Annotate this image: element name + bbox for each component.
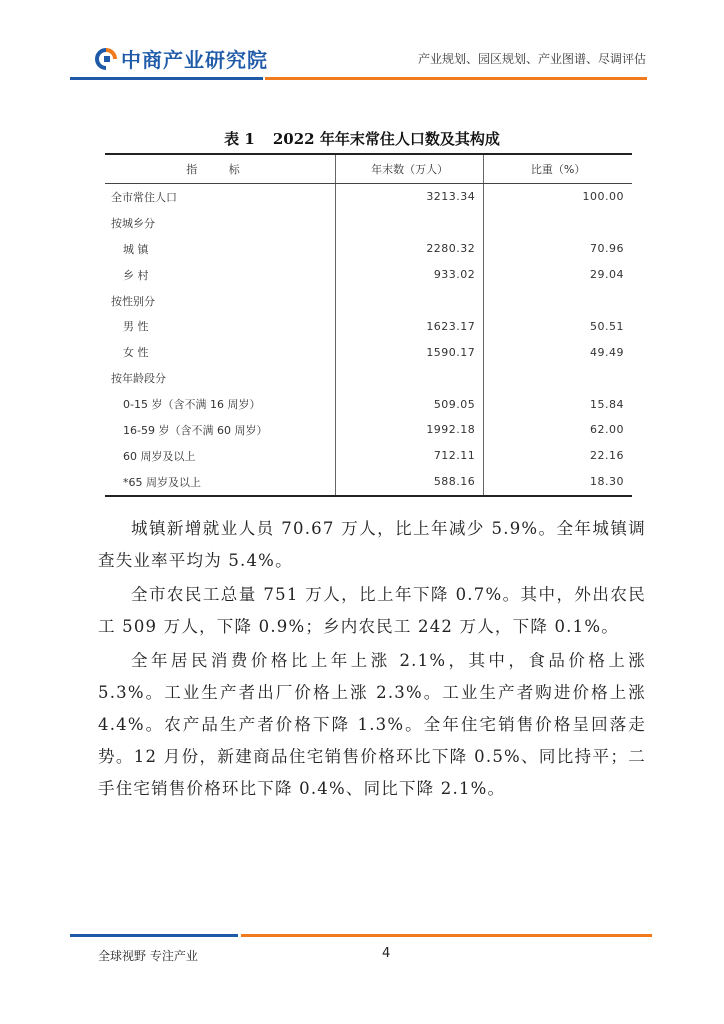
- row-share: [484, 288, 632, 314]
- table-row: [105, 443, 632, 469]
- paragraph-employment: 城镇新增就业人员 70.67 万人，比上年减少 5.9%。全年城镇调查失业率平均为 5.4%。: [98, 519, 646, 570]
- row-count: 3213.34: [335, 184, 483, 210]
- table-row: [105, 469, 632, 496]
- table-caption-number: 表 1: [224, 130, 255, 148]
- row-indicator: 按性别分: [111, 294, 155, 308]
- row-count: 1590.17: [335, 339, 483, 365]
- table-header-row: [105, 154, 632, 184]
- row-count: 1623.17: [335, 313, 483, 339]
- row-count: [335, 210, 483, 236]
- table-row: [105, 262, 632, 288]
- table-row: [105, 236, 632, 262]
- row-indicator: *65 周岁及以上: [105, 469, 335, 496]
- table-row: [105, 288, 632, 314]
- row-count: 509.05: [335, 391, 483, 417]
- row-indicator: 0-15 岁（含不满 16 周岁）: [123, 398, 261, 412]
- table-row: [105, 313, 632, 339]
- row-indicator: 全市常住人口: [111, 190, 177, 204]
- row-share: 100.00: [484, 184, 632, 210]
- row-share: 22.16: [484, 443, 632, 469]
- row-share: 50.51: [484, 313, 632, 339]
- row-share: 49.49: [484, 339, 632, 365]
- row-count: 712.11: [335, 443, 483, 469]
- header-year-end-count: 年末数（万人）: [335, 154, 483, 184]
- table-row: [105, 210, 632, 236]
- header-share: 比重（%）: [484, 154, 632, 184]
- row-count: [335, 365, 483, 391]
- header-indicator: 指 标: [105, 154, 335, 184]
- footer-slogan: 全球视野 专注产业: [98, 949, 198, 963]
- body-text: [98, 513, 646, 807]
- paragraph-migrant-workers: 全市农民工总量 751 万人，比上年下降 0.7%。其中，外出农民工 509 万人，下降 0.9%；乡内农民工 242 万人，下降 0.1%。: [98, 585, 646, 636]
- row-count: 933.02: [335, 262, 483, 288]
- row-indicator: 男 性: [123, 320, 149, 334]
- row-indicator: 按年龄段分: [111, 372, 166, 386]
- row-count: 588.16: [335, 469, 483, 496]
- row-indicator: 女 性: [123, 346, 149, 360]
- row-share: [484, 365, 632, 391]
- row-indicator: 城 镇: [123, 242, 149, 256]
- header-tagline: 产业规划、园区规划、产业图谱、尽调评估: [417, 52, 646, 66]
- row-indicator: 60 周岁及以上: [123, 449, 196, 463]
- paragraph-prices: 全年居民消费价格比上年上涨 2.1%，其中，食品价格上涨 5.3%。工业生产者出厂价格上涨 2.3%。工业生产者购进价格上涨 4.4%。农产品生产者价格下降 1.3%。全年住宅销售价格呈回落走势。12 月份，新建商品住宅销售价格环比下降 0.5%、同比持平；二手住宅销售价格环比下降 0.4%、同比下降 2.1%。: [98, 651, 646, 798]
- table-row: [105, 417, 632, 443]
- header-divider-orange: [265, 77, 647, 80]
- row-indicator: 按城乡分: [111, 216, 155, 230]
- row-indicator: 乡 村: [123, 268, 149, 282]
- page-header: [0, 0, 724, 90]
- logo-mark-icon: [95, 48, 117, 70]
- row-count: 1992.18: [335, 417, 483, 443]
- row-count: [335, 288, 483, 314]
- row-count: 2280.32: [335, 236, 483, 262]
- table-row: [105, 391, 632, 417]
- table-row: [105, 184, 632, 210]
- row-indicator: 16-59 岁（含不满 60 周岁）: [123, 423, 268, 437]
- footer-divider-blue: [70, 934, 238, 937]
- row-share: 15.84: [484, 391, 632, 417]
- footer-divider-orange: [241, 934, 652, 937]
- table-caption: [0, 128, 724, 149]
- row-share: 70.96: [484, 236, 632, 262]
- row-share: 18.30: [484, 469, 632, 496]
- table-caption-title: 2022 年年末常住人口数及其构成: [272, 130, 500, 148]
- row-share: 62.00: [484, 417, 632, 443]
- logo: [95, 44, 268, 73]
- table-row: [105, 339, 632, 365]
- logo-text: 中商产业研究院: [121, 48, 268, 72]
- population-table: [105, 153, 632, 497]
- table-row: [105, 365, 632, 391]
- row-share: 29.04: [484, 262, 632, 288]
- row-share: [484, 210, 632, 236]
- page-number: 4: [382, 946, 391, 961]
- header-divider-blue: [70, 77, 263, 80]
